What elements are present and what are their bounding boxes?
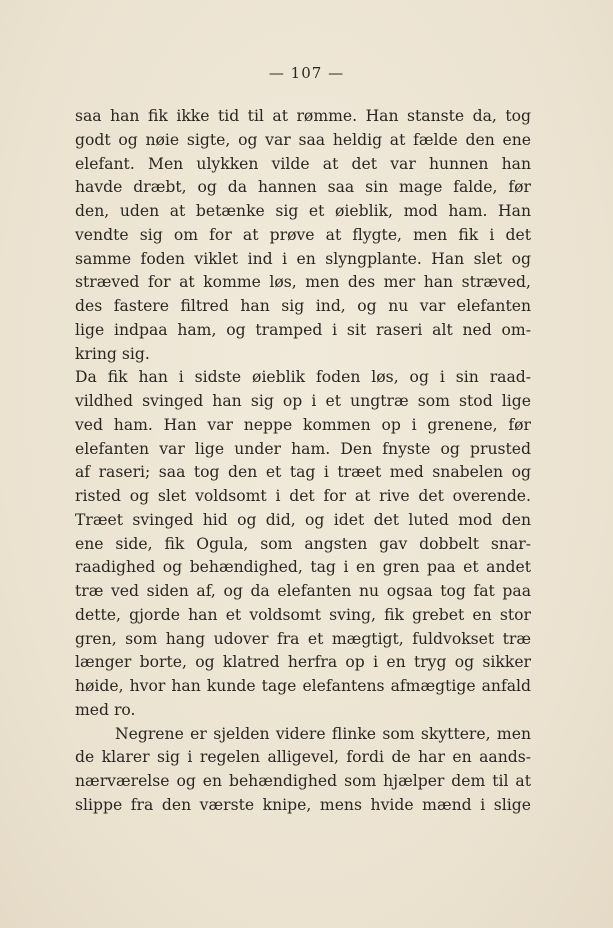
text-line: godt og nøie sigte, og var saa heldig at fælde den ene [75,130,531,149]
text-line: høide, hvor han kunde tage elefantens afmægtige anfald [75,677,531,695]
text-line: med ro. [75,700,136,719]
text-line: den, uden at betænke sig et øieblik, mod ham. Han [75,202,531,220]
text-line: Negrene er sjelden videre flinke som skyttere, men [115,724,531,743]
text-line: af raseri; saa tog den et tag i træet med snabelen og [75,463,531,482]
page-number: — 107 — [268,64,345,82]
text-line: lige indpaa ham, og tramped i sit raseri alt ned om- [75,320,531,339]
text-line: kring sig. [75,344,150,363]
text-line: samme foden viklet ind i en slyngplante. Han slet og [75,249,531,268]
text-line: raadighed og behændighed, tag i en gren paa et andet [75,558,531,577]
text-line: gren, som hang udover fra et mægtigt, fuldvokset træ [75,629,531,648]
text-line: dette, gjorde han et voldsomt sving, fik grebet en stor [75,605,531,624]
text-line: havde dræbt, og da hannen saa sin mage falde, før [75,178,531,197]
text-line: des fastere filtred han sig ind, og nu var elefanten [75,297,531,315]
text-line: risted og slet voldsomt i det for at rive det overende. [75,487,531,505]
text-line: stræved for at komme løs, men des mer han stræved, [75,273,531,292]
text-line: nærværelse og en behændighed som hjælper dem til at [75,772,531,790]
text-line: ene side, fik Ogula, som angsten gav dobbelt snar- [75,534,531,553]
text-line: saa han fik ikke tid til at rømme. Han stanste da, tog [75,107,531,125]
text-line: ved ham. Han var neppe kommen op i grenene, før [75,415,531,434]
text-line: elefanten var lige under ham. Den fnyste og prusted [75,439,531,458]
body-text [75,105,531,818]
text-line: vendte sig om for at prøve at flygte, men fik i det [75,225,531,244]
text-line: elefant. Men ulykken vilde at det var hunnen han [75,154,531,173]
text-line: vildhed svinged han sig op i et ungtræ som stod lige [75,392,531,410]
text-line: Træet svinged hid og did, og idet det luted mod den [75,510,531,529]
text-line: de klarer sig i regelen alligevel, fordi de har en aands- [75,748,531,767]
text-line: længer borte, og klatred herfra op i en tryg og sikker [75,653,531,672]
text-line: Da fik han i sidste øieblik foden løs, og i sin raad- [75,368,531,387]
text-line: slippe fra den værste knipe, mens hvide mænd i slige [75,795,531,814]
text-line: træ ved siden af, og da elefanten nu ogsaa tog fat paa [75,582,531,600]
